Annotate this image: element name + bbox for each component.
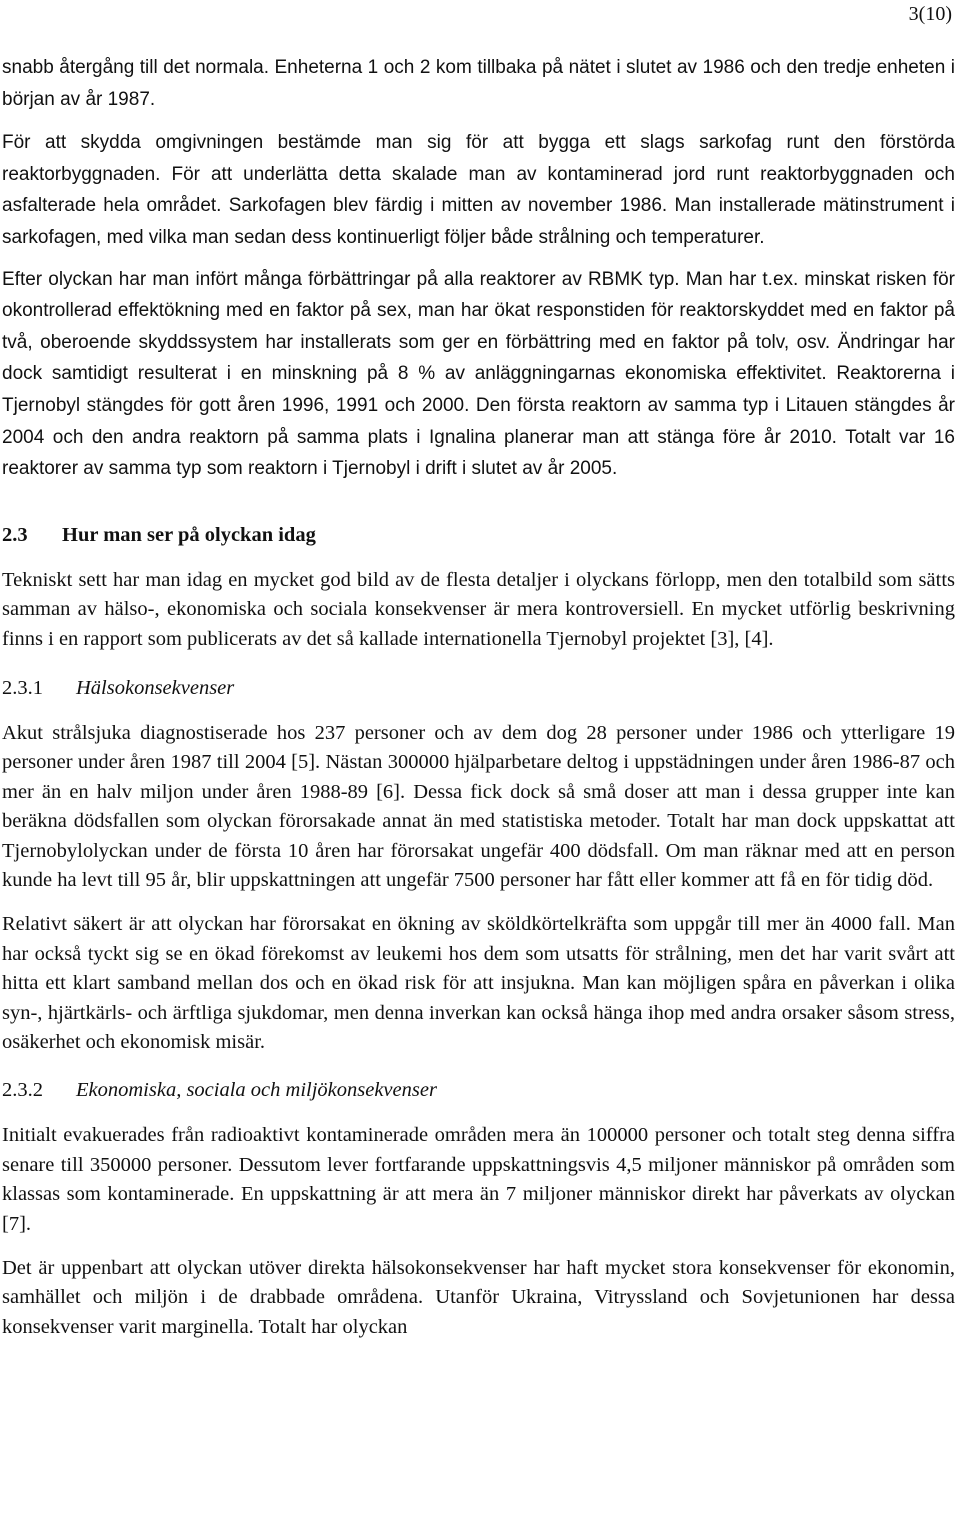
paragraph: Efter olyckan har man infört många förbättringar på alla reaktorer av RBMK typ. Man har t.ex. minskat risken för okontrollerad effektökning med en faktor på sex, man har ökat responstiden för reaktorskyddet med en faktor på två, oberoende skyddssystem har installerats som ger en förbättring med en faktor på tolv, osv. Ändringar har dock samtidigt resulterat i en minskning på 8 % av anläggningarnas ekonomiska effektivitet. Reaktorerna i Tjernobyl stängdes för gott åren 1996, 1991 och 2000. Den första reaktorn av samma typ i Litauen stängdes år 2004 och den andra reaktorn på samma plats i Ignalina planerar man att stänga före år 2010. Totalt var 16 reaktorer av samma typ som reaktorn i Tjernobyl i drift i slutet av år 2005. — [2, 268, 955, 480]
paragraph: Tekniskt sett har man idag en mycket god bild av de flesta detaljer i olyckans förlopp, men den totalbild som sätts samman av hälso-, ekonomiska och sociala konsekvenser är mera kontroversiell. En mycket utförlig beskrivning finns i en rapport som publicerats av det så kallade internationella Tjernobyl projektet [3], [4]. — [2, 568, 955, 650]
subsection-heading — [2, 1076, 955, 1104]
subsection-heading — [2, 674, 955, 702]
paragraph: Akut strålsjuka diagnostiserade hos 237 personer och av dem dog 28 personer under 1986 och ytterligare 19 personer under åren 1987 till 2004 [5]. Nästan 300000 hjälparbetare deltog i uppstädningen under åren 1986-87 och mer än en halv miljon under åren 1988-89 [6]. Dessa fick dock så små doser att man i dessa grupper inte kan beräkna dödsfallen som olyckan förorsakade annat än med statistiska metoder. Totalt har man dock uppskattat att Tjernobylolyckan under de första 10 åren har förorsakat ungefär 400 dödsfall. Om man räknar med att en person kunde ha levt till 95 år, blir uppskattningen att ungefär 7500 personer har fått eller kommer att få en för tidig död. — [2, 721, 955, 891]
paragraph: Relativt säkert är att olyckan har förorsakat en ökning av sköldkörtelkräfta som uppgår till mer än 4000 fall. Man har också tyckt sig se en ökad förekomst av leukemi hos dem som utsatts för strålning, men det har varit svårt att hitta ett klart samband mellan dos och en ökad risk för att insjukna. Man kan möjligen spåra en påverkan i olika syn-, hjärtkärls- och ärftliga sjukdomar, men denna inverkan kan också hänga ihop med andra orsaker såsom stress, osäkerhet och ekonomisk misär. — [2, 913, 955, 1053]
heading-title: Hälsokonsekvenser — [76, 676, 235, 699]
section-heading — [2, 521, 955, 549]
heading-number: 2.3 — [2, 523, 28, 546]
paragraph: Det är uppenbart att olyckan utöver direkta hälsokonsekvenser har haft mycket stora konsekvenser för ekonomin, samhället och miljön i de drabbade områdena. Utanför Ukraina, Vitryssland och Sovjetunionen har dessa konsekvenser varit marginella. Totalt har olyckan — [2, 1257, 955, 1338]
paragraph: För att skydda omgivningen bestämde man sig för att bygga ett slags sarkofag runt den förstörda reaktorbyggnaden. För att underlätta detta skalade man av kontaminerad jord runt reaktorbyggnaden och asfalterade hela området. Sarkofagen blev färdig i mitten av november 1986. Man installerade mätinstrument i sarkofagen, med vilka man sedan dess kontinuerligt följer både strålning och temperaturer. — [2, 132, 955, 248]
paragraph: snabb återgång till det normala. Enheterna 1 och 2 kom tillbaka på nätet i slutet av 1986 och den tredje enheten i början av år 1987. — [2, 57, 955, 110]
heading-title: Ekonomiska, sociala och miljökonsekvenser — [76, 1079, 437, 1102]
paragraph: Initialt evakuerades från radioaktivt kontaminerade områden mera än 100000 personer och totalt steg denna siffra senare till 350000 personer. Dessutom lever fortfarande uppskattningsvis 4,5 miljoner människor på områden som klassas som kontaminerade. En uppskattning är att mera än 7 miljoner människor direkt har påverkats av olyckan [7]. — [2, 1124, 955, 1235]
heading-number: 2.3.1 — [2, 676, 43, 699]
heading-title: Hur man ser på olyckan idag — [62, 523, 316, 546]
page-number: 3(10) — [908, 3, 952, 25]
document-body — [2, 52, 955, 1342]
heading-number: 2.3.2 — [2, 1079, 43, 1102]
